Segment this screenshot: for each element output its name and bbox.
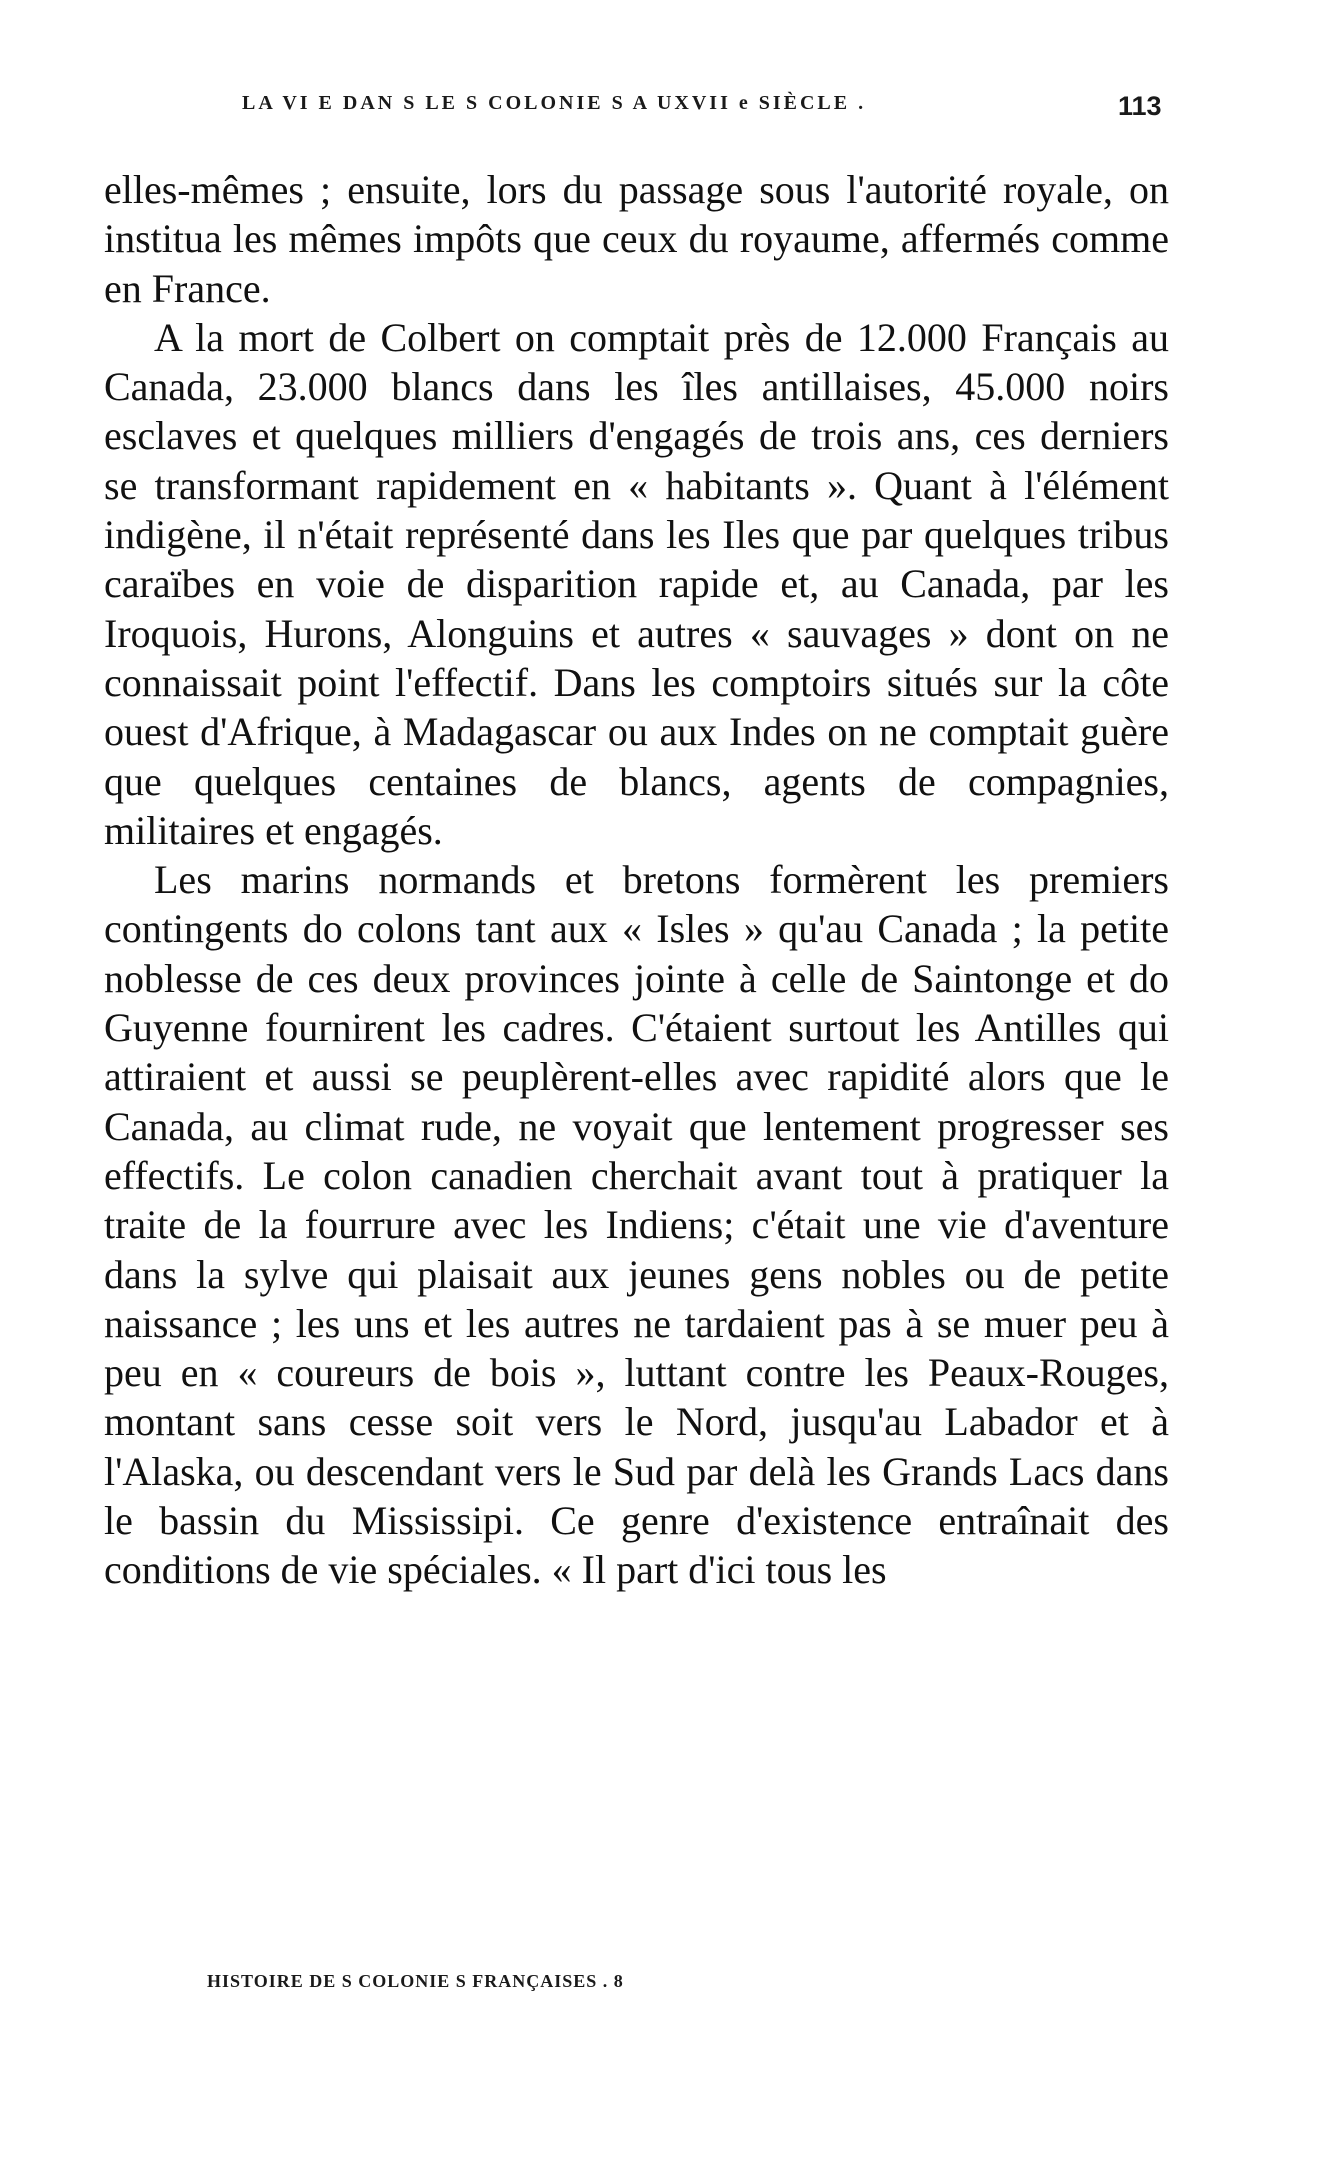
paragraph-continuation: elles-mêmes ; ensuite, lors du passage sous l'autorité royale, on institua les mêmes impôts que ceux du royaume, affermés comme en France. <box>104 167 1169 311</box>
page-number: 113 <box>1118 91 1162 121</box>
body-text <box>104 165 1169 1595</box>
running-header-title: LA VI E DAN S LE S COLONIE S A UXVII e SIÈCLE . <box>242 92 867 114</box>
footer-signature: HISTOIRE DE S COLONIE S FRANÇAISES . 8 <box>207 1971 624 1991</box>
paragraph-population: A la mort de Colbert on comptait près de 12.000 Français au Canada, 23.000 blancs dans les îles antillaises, 45.000 noirs esclaves et quelques milliers d'engagés de trois ans, ces derniers se transformant rapidement en « habitants ». Quant à l'élément indigène, il n'était représenté dans les Iles que par quelques tribus caraïbes en voie de disparition rapide et, au Canada, par les Iroquois, Hurons, Alonguins et autres « sauvages » dont on ne connaissait point l'effectif. Dans les comptoirs situés sur la côte ouest d'Afrique, à Madagascar ou aux Indes on ne comptait guère que quelques centaines de blancs, agents de compagnies, militaires et engagés. <box>104 314 1169 853</box>
paragraph-colonists: Les marins normands et bretons formèrent les premiers contingents do colons tant aux « Isles » qu'au Canada ; la petite noblesse de ces deux provinces jointe à celle de Saintonge et do Guyenne fournirent les cadres. C'étaient surtout les Antilles qui attiraient et aussi se peuplèrent-elles avec rapidité alors que le Canada, au climat rude, ne voyait que lentement progresser ses effectifs. Le colon canadien cherchait avant tout à pratiquer la traite de la fourrure avec les Indiens; c'était une vie d'aventure dans la sylve qui plaisait aux jeunes gens nobles ou de petite naissance ; les uns et les autres ne tardaient pas à se muer peu à peu en « coureurs de bois », luttant contre les Peaux-Rouges, montant sans cesse soit vers le Nord, jusqu'au Labador et à l'Alaska, ou descendant vers le Sud par delà les Grands Lacs dans le bassin du Mississipi. Ce genre d'existence entraînait des conditions de vie spéciales. « Il part d'ici tous les <box>104 857 1169 1593</box>
